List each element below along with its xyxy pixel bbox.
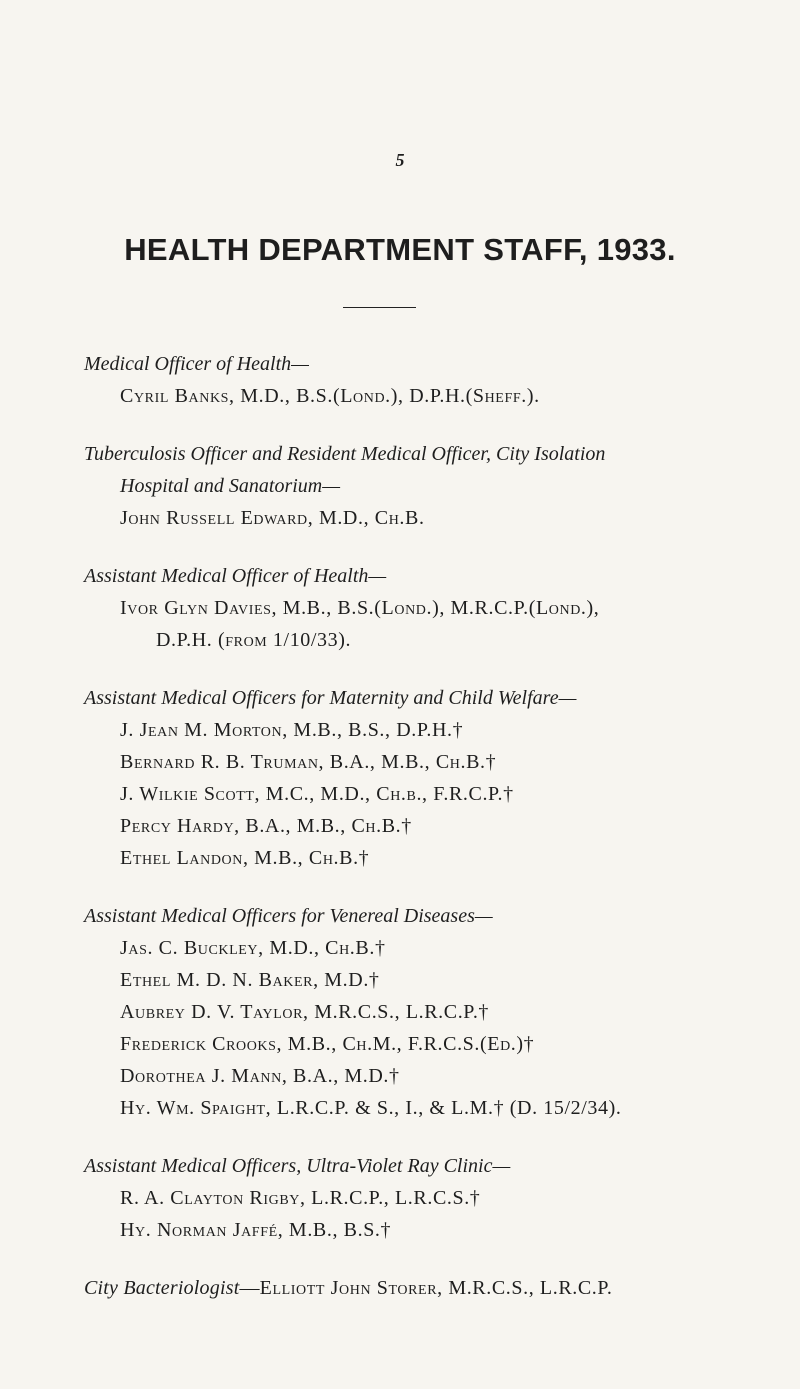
heading-line: Hospital and Sanatorium—: [120, 475, 341, 497]
staff-entry: Percy Hardy, B.A., M.B., Ch.B.†: [120, 815, 412, 837]
bacteriologist-name: Elliott John Storer, M.R.C.S., L.R.C.P.: [259, 1277, 613, 1299]
heading-line: Tuberculosis Officer and Resident Medical Officer, City Isolation: [84, 443, 606, 465]
section-venereal-diseases: [84, 900, 784, 1124]
staff-entry: Bernard R. B. Truman, B.A., M.B., Ch.B.†: [120, 751, 497, 773]
heading-line: Assistant Medical Officers, Ultra-Violet Ray Clinic—: [84, 1155, 511, 1177]
heading-line: Medical Officer of Health—: [84, 353, 309, 375]
staff-entry: Aubrey D. V. Taylor, M.R.C.S., L.R.C.P.†: [120, 1001, 490, 1023]
heading-line: Assistant Medical Officers for Maternity and Child Welfare—: [84, 687, 577, 709]
section-heading: [84, 560, 784, 592]
section-assistant-moh: [84, 560, 784, 656]
staff-list: [84, 348, 784, 1304]
staff-entry: Hy. Wm. Spaight, L.R.C.P. & S., I., & L.M.† (D. 15/2/34).: [120, 1097, 622, 1119]
section-heading: [84, 682, 784, 714]
title-divider: [343, 307, 416, 308]
section-tuberculosis-officer: [84, 438, 784, 534]
staff-entry: Hy. Norman Jaffé, M.B., B.S.†: [120, 1219, 392, 1241]
staff-entry: Ethel M. D. N. Baker, M.D.†: [120, 969, 380, 991]
section-heading: [84, 900, 784, 932]
staff-entry: Jas. C. Buckley, M.D., Ch.B.†: [120, 937, 386, 959]
staff-entry: J. Jean M. Morton, M.B., B.S., D.P.H.†: [120, 719, 464, 741]
staff-entry: Dorothea J. Mann, B.A., M.D.†: [120, 1065, 400, 1087]
staff-entry-line: Ivor Glyn Davies, M.B., B.S.(Lond.), M.R.C.P.(Lond.),: [120, 597, 600, 619]
page-number: 5: [395, 150, 405, 170]
staff-entry: Cyril Banks, M.D., B.S.(Lond.), D.P.H.(Sheff.).: [120, 385, 540, 407]
staff-entry: R. A. Clayton Rigby, L.R.C.P., L.R.C.S.†: [120, 1187, 481, 1209]
section-ultra-violet-clinic: [84, 1150, 784, 1246]
staff-entry: Ethel Landon, M.B., Ch.B.†: [120, 847, 370, 869]
section-maternity-child-welfare: [84, 682, 784, 874]
staff-entry: Frederick Crooks, M.B., Ch.M., F.R.C.S.(Ed.)†: [120, 1033, 535, 1055]
bacteriologist-label: City Bacteriologist: [84, 1277, 240, 1299]
section-medical-officer: [84, 348, 784, 412]
staff-entry: J. Wilkie Scott, M.C., M.D., Ch.b., F.R.C.P.†: [120, 783, 514, 805]
section-heading: [84, 1150, 784, 1182]
heading-line: Assistant Medical Officers for Venereal Diseases—: [84, 905, 493, 927]
staff-entry-line: D.P.H. (from 1/10/33).: [156, 629, 352, 651]
bacteriologist-dash: —: [239, 1277, 260, 1299]
page-title: HEALTH DEPARTMENT STAFF, 1933.: [124, 232, 676, 267]
section-heading: [84, 348, 784, 380]
section-heading: [84, 438, 784, 502]
bacteriologist-line: [84, 1272, 784, 1304]
staff-entry: John Russell Edward, M.D., Ch.B.: [120, 507, 425, 529]
staff-entry: [84, 592, 784, 656]
heading-line: Assistant Medical Officer of Health—: [84, 565, 387, 587]
